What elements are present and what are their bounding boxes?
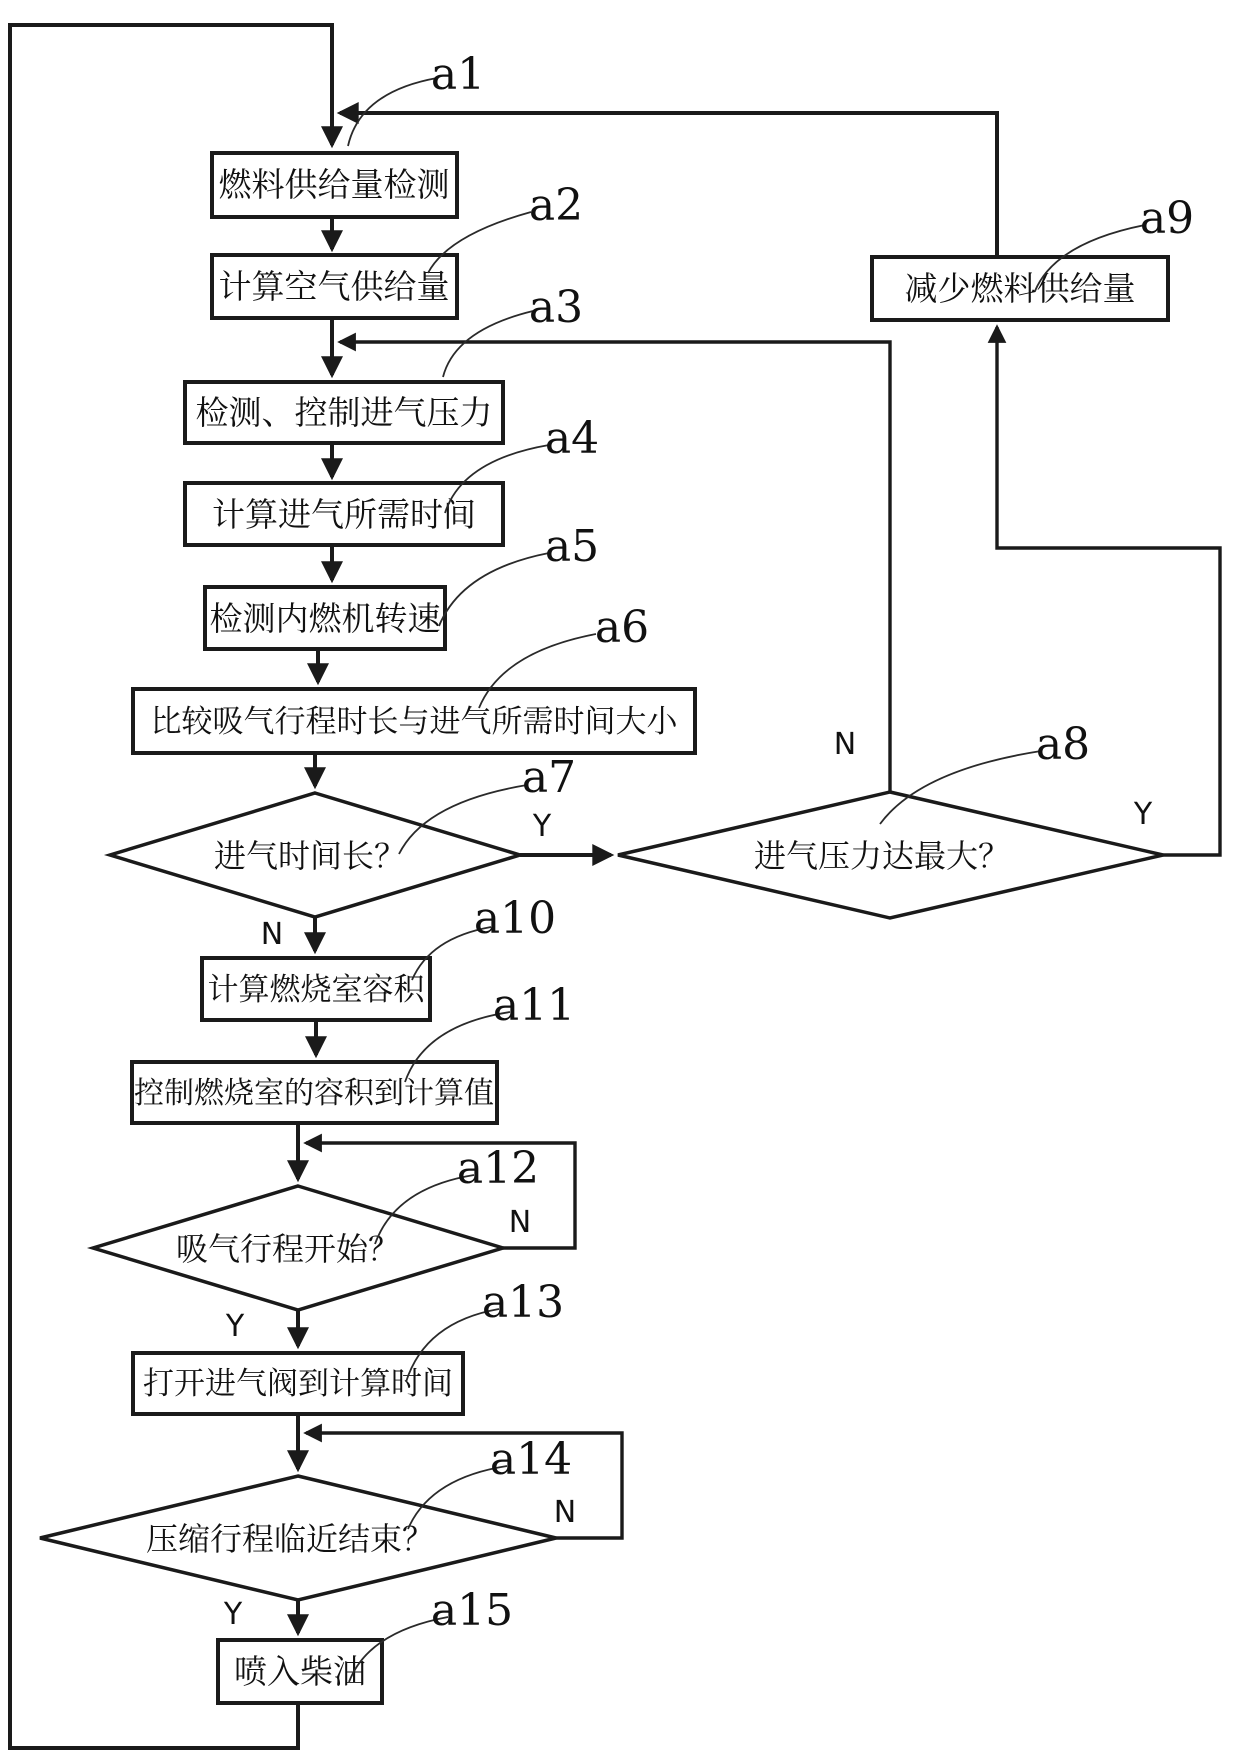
edge-a8-yes-a9 bbox=[997, 327, 1220, 855]
step-label-a1: a1 bbox=[430, 49, 486, 100]
node-a7-label: 进气时间长？ bbox=[213, 838, 407, 874]
node-a2-label: 计算空气供给量 bbox=[218, 268, 450, 305]
step-label-a4: a4 bbox=[544, 413, 600, 464]
node-a14-label: 压缩行程临近结束？ bbox=[145, 1521, 435, 1557]
branch-label-a7-no: N bbox=[260, 917, 284, 952]
node-a12-label: 吸气行程开始？ bbox=[175, 1231, 401, 1267]
branch-label-a7-yes: Y bbox=[532, 809, 552, 844]
branch-label-a14-no: N bbox=[553, 1495, 577, 1530]
node-a10-label: 计算燃烧室容积 bbox=[207, 972, 425, 1007]
node-a15 bbox=[218, 1640, 382, 1703]
node-a8-label: 进气压力达最大？ bbox=[753, 838, 1011, 874]
step-label-a15: a15 bbox=[430, 1585, 514, 1636]
branch-label-a12-yes: Y bbox=[225, 1309, 245, 1344]
node-a2 bbox=[212, 255, 457, 318]
branch-label-a14-yes: Y bbox=[223, 1597, 243, 1632]
node-a1-label: 燃料供给量检测 bbox=[218, 166, 450, 203]
step-label-a11: a11 bbox=[492, 980, 576, 1031]
step-label-a14: a14 bbox=[489, 1434, 573, 1485]
node-a9-label: 减少燃料供给量 bbox=[904, 270, 1136, 307]
node-a11 bbox=[132, 1062, 497, 1123]
node-a14 bbox=[40, 1476, 556, 1600]
node-a3 bbox=[185, 382, 503, 443]
node-a5 bbox=[205, 587, 445, 649]
node-a3-label: 检测、控制进气压力 bbox=[195, 394, 493, 431]
step-label-a8: a8 bbox=[1035, 719, 1091, 770]
node-a1 bbox=[212, 153, 457, 217]
node-a6 bbox=[133, 689, 695, 753]
node-a5-label: 检测内燃机转速 bbox=[209, 600, 441, 637]
branch-label-a8-no: N bbox=[833, 727, 857, 762]
leader-line-a5 bbox=[439, 553, 549, 626]
step-label-a13: a13 bbox=[481, 1277, 565, 1328]
step-label-a5: a5 bbox=[544, 521, 600, 572]
step-label-a9: a9 bbox=[1139, 193, 1195, 244]
leader-line-a3 bbox=[443, 311, 533, 377]
node-a10 bbox=[202, 958, 430, 1020]
node-a7 bbox=[110, 793, 520, 917]
branch-label-a12-no: N bbox=[508, 1205, 532, 1240]
branch-label-a8-yes: Y bbox=[1133, 797, 1153, 832]
step-label-a6: a6 bbox=[594, 602, 650, 653]
node-a6-label: 比较吸气行程时长与进气所需时间大小 bbox=[150, 704, 678, 739]
node-a11-label: 控制燃烧室的容积到计算值 bbox=[134, 1077, 494, 1110]
node-a15-label: 喷入柴油 bbox=[234, 1653, 366, 1690]
step-label-a10: a10 bbox=[473, 893, 557, 944]
node-a13-label: 打开进气阀到计算时间 bbox=[143, 1366, 453, 1401]
step-label-a3: a3 bbox=[528, 282, 584, 333]
node-a9 bbox=[872, 257, 1168, 320]
step-label-a12: a12 bbox=[456, 1143, 540, 1194]
step-label-a7: a7 bbox=[521, 752, 577, 803]
step-label-a2: a2 bbox=[528, 180, 584, 231]
node-a4-label: 计算进气所需时间 bbox=[212, 496, 476, 533]
node-a12 bbox=[93, 1186, 503, 1310]
